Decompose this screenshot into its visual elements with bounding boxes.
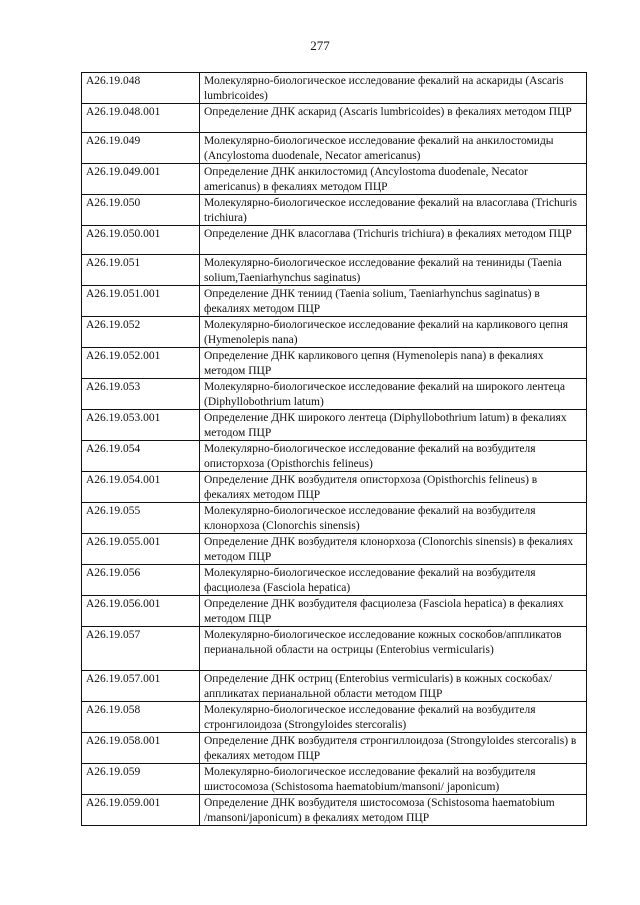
service-name-cell: Определение ДНК анкилостомид (Ancylostoma duodenale, Necator americanus) в фекалиях методом ПЦР bbox=[200, 164, 587, 195]
service-name-cell: Определение ДНК возбудителя описторхоза (Opisthorchis felineus) в фекалиях методом ПЦР bbox=[200, 472, 587, 503]
service-code-cell: A26.19.057.001 bbox=[82, 671, 200, 702]
service-name-cell: Молекулярно-биологическое исследование фекалий на возбудителя клонорхоза (Clonorchis sinensis) bbox=[200, 503, 587, 534]
service-name-cell: Определение ДНК возбудителя фасциолеза (Fasciola hepatica) в фекалиях методом ПЦР bbox=[200, 596, 587, 627]
service-name-cell: Определение ДНК возбудителя шистосомоза (Schistosoma haematobium /mansoni/japonicum) в фекалиях методом ПЦР bbox=[200, 795, 587, 826]
table-row bbox=[82, 764, 587, 795]
table-row bbox=[82, 627, 587, 671]
service-code-cell: A26.19.054 bbox=[82, 441, 200, 472]
service-name-cell: Молекулярно-биологическое исследование фекалий на широкого лентеца (Diphyllobothrium latum) bbox=[200, 379, 587, 410]
table-row bbox=[82, 73, 587, 104]
table-row bbox=[82, 795, 587, 826]
service-name-cell: Молекулярно-биологическое исследование фекалий на возбудителя фасциолеза (Fasciola hepatica) bbox=[200, 565, 587, 596]
service-name-cell: Определение ДНК возбудителя клонорхоза (Clonorchis sinensis) в фекалиях методом ПЦР bbox=[200, 534, 587, 565]
service-code-cell: A26.19.048.001 bbox=[82, 104, 200, 133]
table-row bbox=[82, 596, 587, 627]
table-row bbox=[82, 348, 587, 379]
table-row bbox=[82, 565, 587, 596]
table-row bbox=[82, 379, 587, 410]
service-code-cell: A26.19.051.001 bbox=[82, 286, 200, 317]
service-code-cell: A26.19.056.001 bbox=[82, 596, 200, 627]
service-code-cell: A26.19.050.001 bbox=[82, 226, 200, 255]
table-row bbox=[82, 317, 587, 348]
service-code-cell: A26.19.049 bbox=[82, 133, 200, 164]
table-row bbox=[82, 702, 587, 733]
service-name-cell: Определение ДНК аскарид (Ascaris lumbricoides) в фекалиях методом ПЦР bbox=[200, 104, 587, 133]
service-code-cell: A26.19.051 bbox=[82, 255, 200, 286]
service-name-cell: Определение ДНК тениид (Taenia solium, Taeniarhynchus saginatus) в фекалиях методом ПЦР bbox=[200, 286, 587, 317]
service-code-cell: A26.19.059 bbox=[82, 764, 200, 795]
service-code-cell: A26.19.058 bbox=[82, 702, 200, 733]
service-name-cell: Молекулярно-биологическое исследование кожных соскобов/аппликатов перианальной области на острицы (Enterobius vermicularis) bbox=[200, 627, 587, 671]
table-row bbox=[82, 534, 587, 565]
service-code-cell: A26.19.050 bbox=[82, 195, 200, 226]
table-row bbox=[82, 472, 587, 503]
service-code-cell: A26.19.059.001 bbox=[82, 795, 200, 826]
service-code-cell: A26.19.052 bbox=[82, 317, 200, 348]
service-name-cell: Молекулярно-биологическое исследование фекалий на возбудителя стронгилоидоза (Strongyloides stercoralis) bbox=[200, 702, 587, 733]
table-row bbox=[82, 195, 587, 226]
service-codes-table bbox=[81, 72, 587, 826]
table-row bbox=[82, 226, 587, 255]
service-code-cell: A26.19.049.001 bbox=[82, 164, 200, 195]
table-row bbox=[82, 410, 587, 441]
table-row bbox=[82, 286, 587, 317]
service-codes-table-body bbox=[82, 73, 587, 826]
service-name-cell: Определение ДНК остриц (Enterobius vermicularis) в кожных соскобах/аппликатах перианальной области методом ПЦР bbox=[200, 671, 587, 702]
service-name-cell: Молекулярно-биологическое исследование фекалий на тениниды (Taenia solium,Taeniarhynchus saginatus) bbox=[200, 255, 587, 286]
table-row bbox=[82, 733, 587, 764]
service-code-cell: A26.19.057 bbox=[82, 627, 200, 671]
service-code-cell: A26.19.053 bbox=[82, 379, 200, 410]
service-code-cell: A26.19.055.001 bbox=[82, 534, 200, 565]
page-number: 277 bbox=[310, 38, 330, 53]
table-row bbox=[82, 503, 587, 534]
service-name-cell: Молекулярно-биологическое исследование фекалий на анкилостомиды (Ancylostoma duodenale, Necator americanus) bbox=[200, 133, 587, 164]
service-name-cell: Определение ДНК карликового цепня (Hymenolepis nana) в фекалиях методом ПЦР bbox=[200, 348, 587, 379]
service-name-cell: Определение ДНК широкого лентеца (Diphyllobothrium latum) в фекалиях методом ПЦР bbox=[200, 410, 587, 441]
service-name-cell: Молекулярно-биологическое исследование фекалий на карликового цепня (Hymenolepis nana) bbox=[200, 317, 587, 348]
table-row bbox=[82, 255, 587, 286]
service-code-cell: A26.19.055 bbox=[82, 503, 200, 534]
service-code-cell: A26.19.054.001 bbox=[82, 472, 200, 503]
service-name-cell: Молекулярно-биологическое исследование фекалий на возбудителя шистосомоза (Schistosoma haematobium/mansoni/ japonicum) bbox=[200, 764, 587, 795]
service-name-cell: Молекулярно-биологическое исследование фекалий на власоглава (Trichuris trichiura) bbox=[200, 195, 587, 226]
service-name-cell: Определение ДНК возбудителя стронгиллоидоза (Strongyloides stercoralis) в фекалиях методом ПЦР bbox=[200, 733, 587, 764]
table-row bbox=[82, 104, 587, 133]
service-code-cell: A26.19.053.001 bbox=[82, 410, 200, 441]
service-code-cell: A26.19.048 bbox=[82, 73, 200, 104]
table-row bbox=[82, 133, 587, 164]
table-row bbox=[82, 671, 587, 702]
service-name-cell: Молекулярно-биологическое исследование фекалий на возбудителя описторхоза (Opisthorchis felineus) bbox=[200, 441, 587, 472]
table-row bbox=[82, 441, 587, 472]
service-code-cell: A26.19.058.001 bbox=[82, 733, 200, 764]
service-name-cell: Определение ДНК власоглава (Trichuris trichiura) в фекалиях методом ПЦР bbox=[200, 226, 587, 255]
service-code-cell: A26.19.052.001 bbox=[82, 348, 200, 379]
service-name-cell: Молекулярно-биологическое исследование фекалий на аскариды (Ascaris lumbricoides) bbox=[200, 73, 587, 104]
table-row bbox=[82, 164, 587, 195]
service-code-cell: A26.19.056 bbox=[82, 565, 200, 596]
